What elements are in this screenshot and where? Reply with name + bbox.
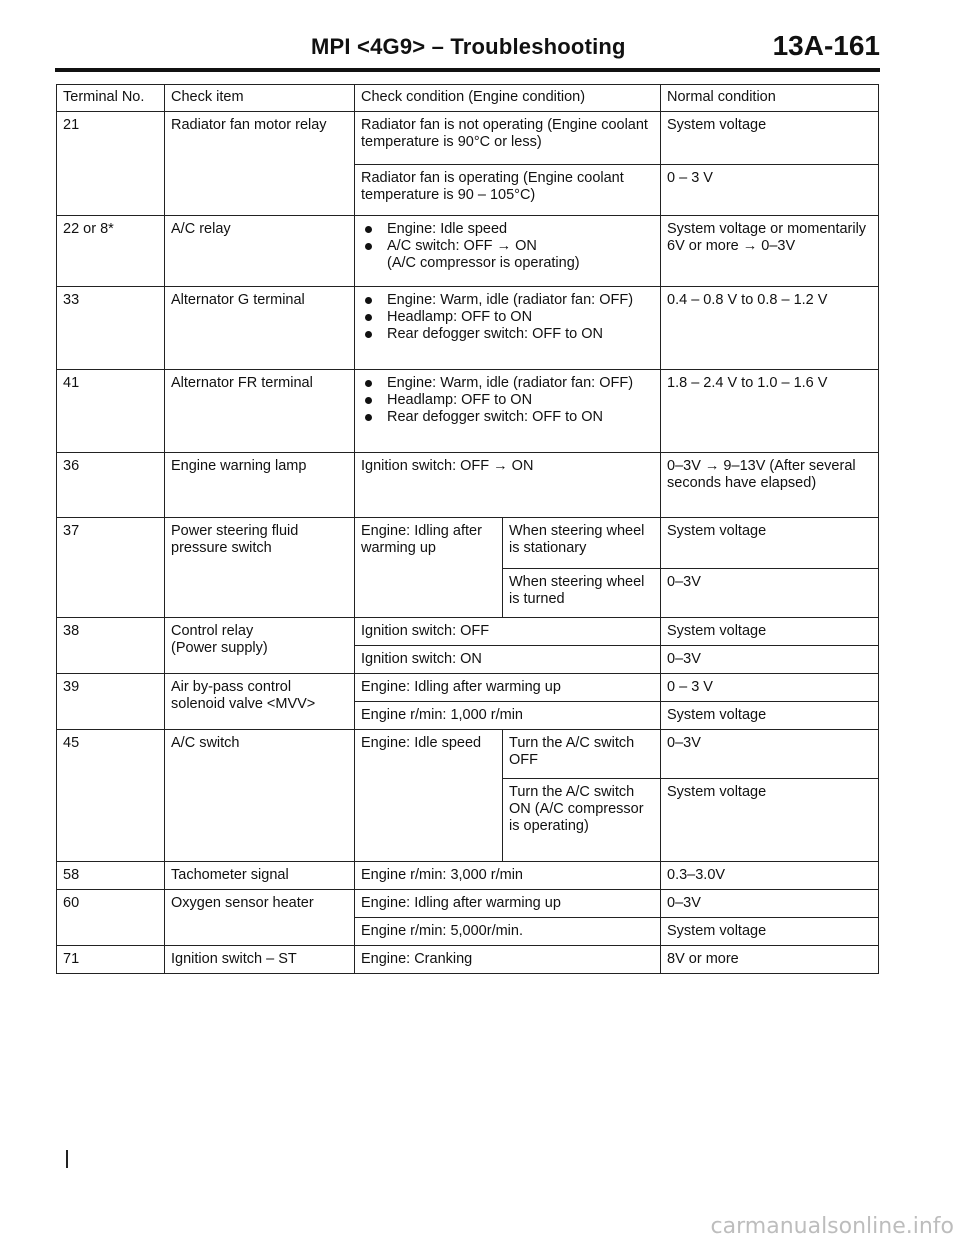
col-header-terminal: Terminal No. [57,85,165,112]
check-item-cell: Power steering fluid pressure switch [165,518,355,618]
condition-list [361,221,654,272]
condition-cell: Engine: Idling after warming up [355,674,661,702]
normal-cell: 0–3V [661,890,879,918]
normal-cell: 0–3V [661,646,879,674]
page-number: 13A-161 [772,30,880,61]
table-row [57,112,879,165]
condition-cell: Engine r/min: 5,000r/min. [355,918,661,946]
terminal-cell: 41 [57,370,165,453]
normal-cell: 0–3V [661,569,879,618]
normal-cell: System voltage [661,918,879,946]
condition-cell: Engine: Cranking [355,946,661,974]
normal-cell: 0.3–3.0V [661,862,879,890]
normal-cell: System voltage [661,779,879,862]
check-item-cell: Alternator G terminal [165,287,355,370]
terminal-cell: 33 [57,287,165,370]
scan-mark [66,1150,68,1168]
normal-cell: 0–3V → 9–13V (After several seconds have elapsed) [661,453,879,518]
sub-condition-cell: Turn the A/C switch OFF [503,730,661,779]
condition-note: (A/C compressor is operating) [387,255,580,271]
col-header-normal-condition: Normal condition [661,85,879,112]
condition-cell: Radiator fan is operating (Engine coolant temperature is 90 – 105°C) [355,165,661,216]
normal-cell: 0 – 3 V [661,674,879,702]
table-row [57,674,879,702]
table-row [57,453,879,518]
check-item-cell: Engine warning lamp [165,453,355,518]
condition-bullet: Engine: Warm, idle (radiator fan: OFF) [361,375,654,392]
condition-list [361,375,654,426]
condition-bullet: Rear defogger switch: OFF to ON [361,326,654,343]
check-item-cell: Air by-pass control solenoid valve <MVV> [165,674,355,730]
terminal-cell: 37 [57,518,165,618]
sub-condition-cell: Turn the A/C switch ON (A/C compressor is operating) [503,779,661,862]
condition-bullet: A/C switch: OFF → ON [361,238,654,255]
terminal-check-table [56,84,879,974]
check-item-cell: Control relay (Power supply) [165,618,355,674]
condition-cell: Engine r/min: 1,000 r/min [355,702,661,730]
terminal-cell: 22 or 8* [57,216,165,287]
condition-bullet: Rear defogger switch: OFF to ON [361,409,654,426]
condition-cell: Radiator fan is not operating (Engine coolant temperature is 90°C or less) [355,112,661,165]
check-item-cell: Radiator fan motor relay [165,112,355,216]
condition-cell: Ignition switch: ON [355,646,661,674]
check-item-cell: A/C switch [165,730,355,862]
watermark: carmanualsonline.info [710,1214,954,1239]
sub-condition-cell: When steering wheel is turned [503,569,661,618]
check-item-cell: Oxygen sensor heater [165,890,355,946]
engine-condition-cell: Engine: Idle speed [355,730,503,862]
condition-bullet: Engine: Warm, idle (radiator fan: OFF) [361,292,654,309]
terminal-cell: 71 [57,946,165,974]
table-row [57,518,879,569]
normal-cell: 0 – 3 V [661,165,879,216]
check-item-cell: A/C relay [165,216,355,287]
table-row [57,730,879,779]
condition-cell: Engine r/min: 3,000 r/min [355,862,661,890]
page-header [55,28,880,72]
condition-bullet: Engine: Idle speed [361,221,654,238]
engine-condition-cell: Engine: Idling after warming up [355,518,503,618]
normal-cell: 1.8 – 2.4 V to 1.0 – 1.6 V [661,370,879,453]
condition-cell [355,287,661,370]
table-row [57,287,879,370]
table-row [57,216,879,287]
check-item-cell: Tachometer signal [165,862,355,890]
normal-cell: System voltage [661,518,879,569]
col-header-check-item: Check item [165,85,355,112]
normal-cell: System voltage [661,702,879,730]
terminal-cell: 45 [57,730,165,862]
check-item-cell: Ignition switch – ST [165,946,355,974]
page-title: MPI <4G9> – Troubleshooting [311,34,626,59]
condition-cell: Ignition switch: OFF [355,618,661,646]
condition-cell [355,370,661,453]
table-row [57,618,879,646]
terminal-cell: 21 [57,112,165,216]
table-row [57,862,879,890]
normal-cell: System voltage [661,112,879,165]
normal-cell: System voltage or momentarily 6V or more → 0–3V [661,216,879,287]
condition-bullet: Headlamp: OFF to ON [361,392,654,409]
page-footer [0,1210,960,1239]
normal-cell: 0.4 – 0.8 V to 0.8 – 1.2 V [661,287,879,370]
table-row [57,370,879,453]
sub-condition-cell: When steering wheel is stationary [503,518,661,569]
terminal-cell: 38 [57,618,165,674]
terminal-cell: 58 [57,862,165,890]
terminal-cell: 39 [57,674,165,730]
header-rule [55,68,880,72]
condition-list [361,292,654,343]
terminal-cell: 60 [57,890,165,946]
normal-cell: 8V or more [661,946,879,974]
condition-cell: Engine: Idling after warming up [355,890,661,918]
condition-cell: Ignition switch: OFF → ON [355,453,661,518]
normal-cell: 0–3V [661,730,879,779]
check-item-cell: Alternator FR terminal [165,370,355,453]
table-row [57,890,879,918]
col-header-check-condition: Check condition (Engine condition) [355,85,661,112]
normal-cell: System voltage [661,618,879,646]
condition-cell [355,216,661,287]
table-header-row [57,85,879,112]
table-row [57,946,879,974]
terminal-cell: 36 [57,453,165,518]
condition-bullet: Headlamp: OFF to ON [361,309,654,326]
